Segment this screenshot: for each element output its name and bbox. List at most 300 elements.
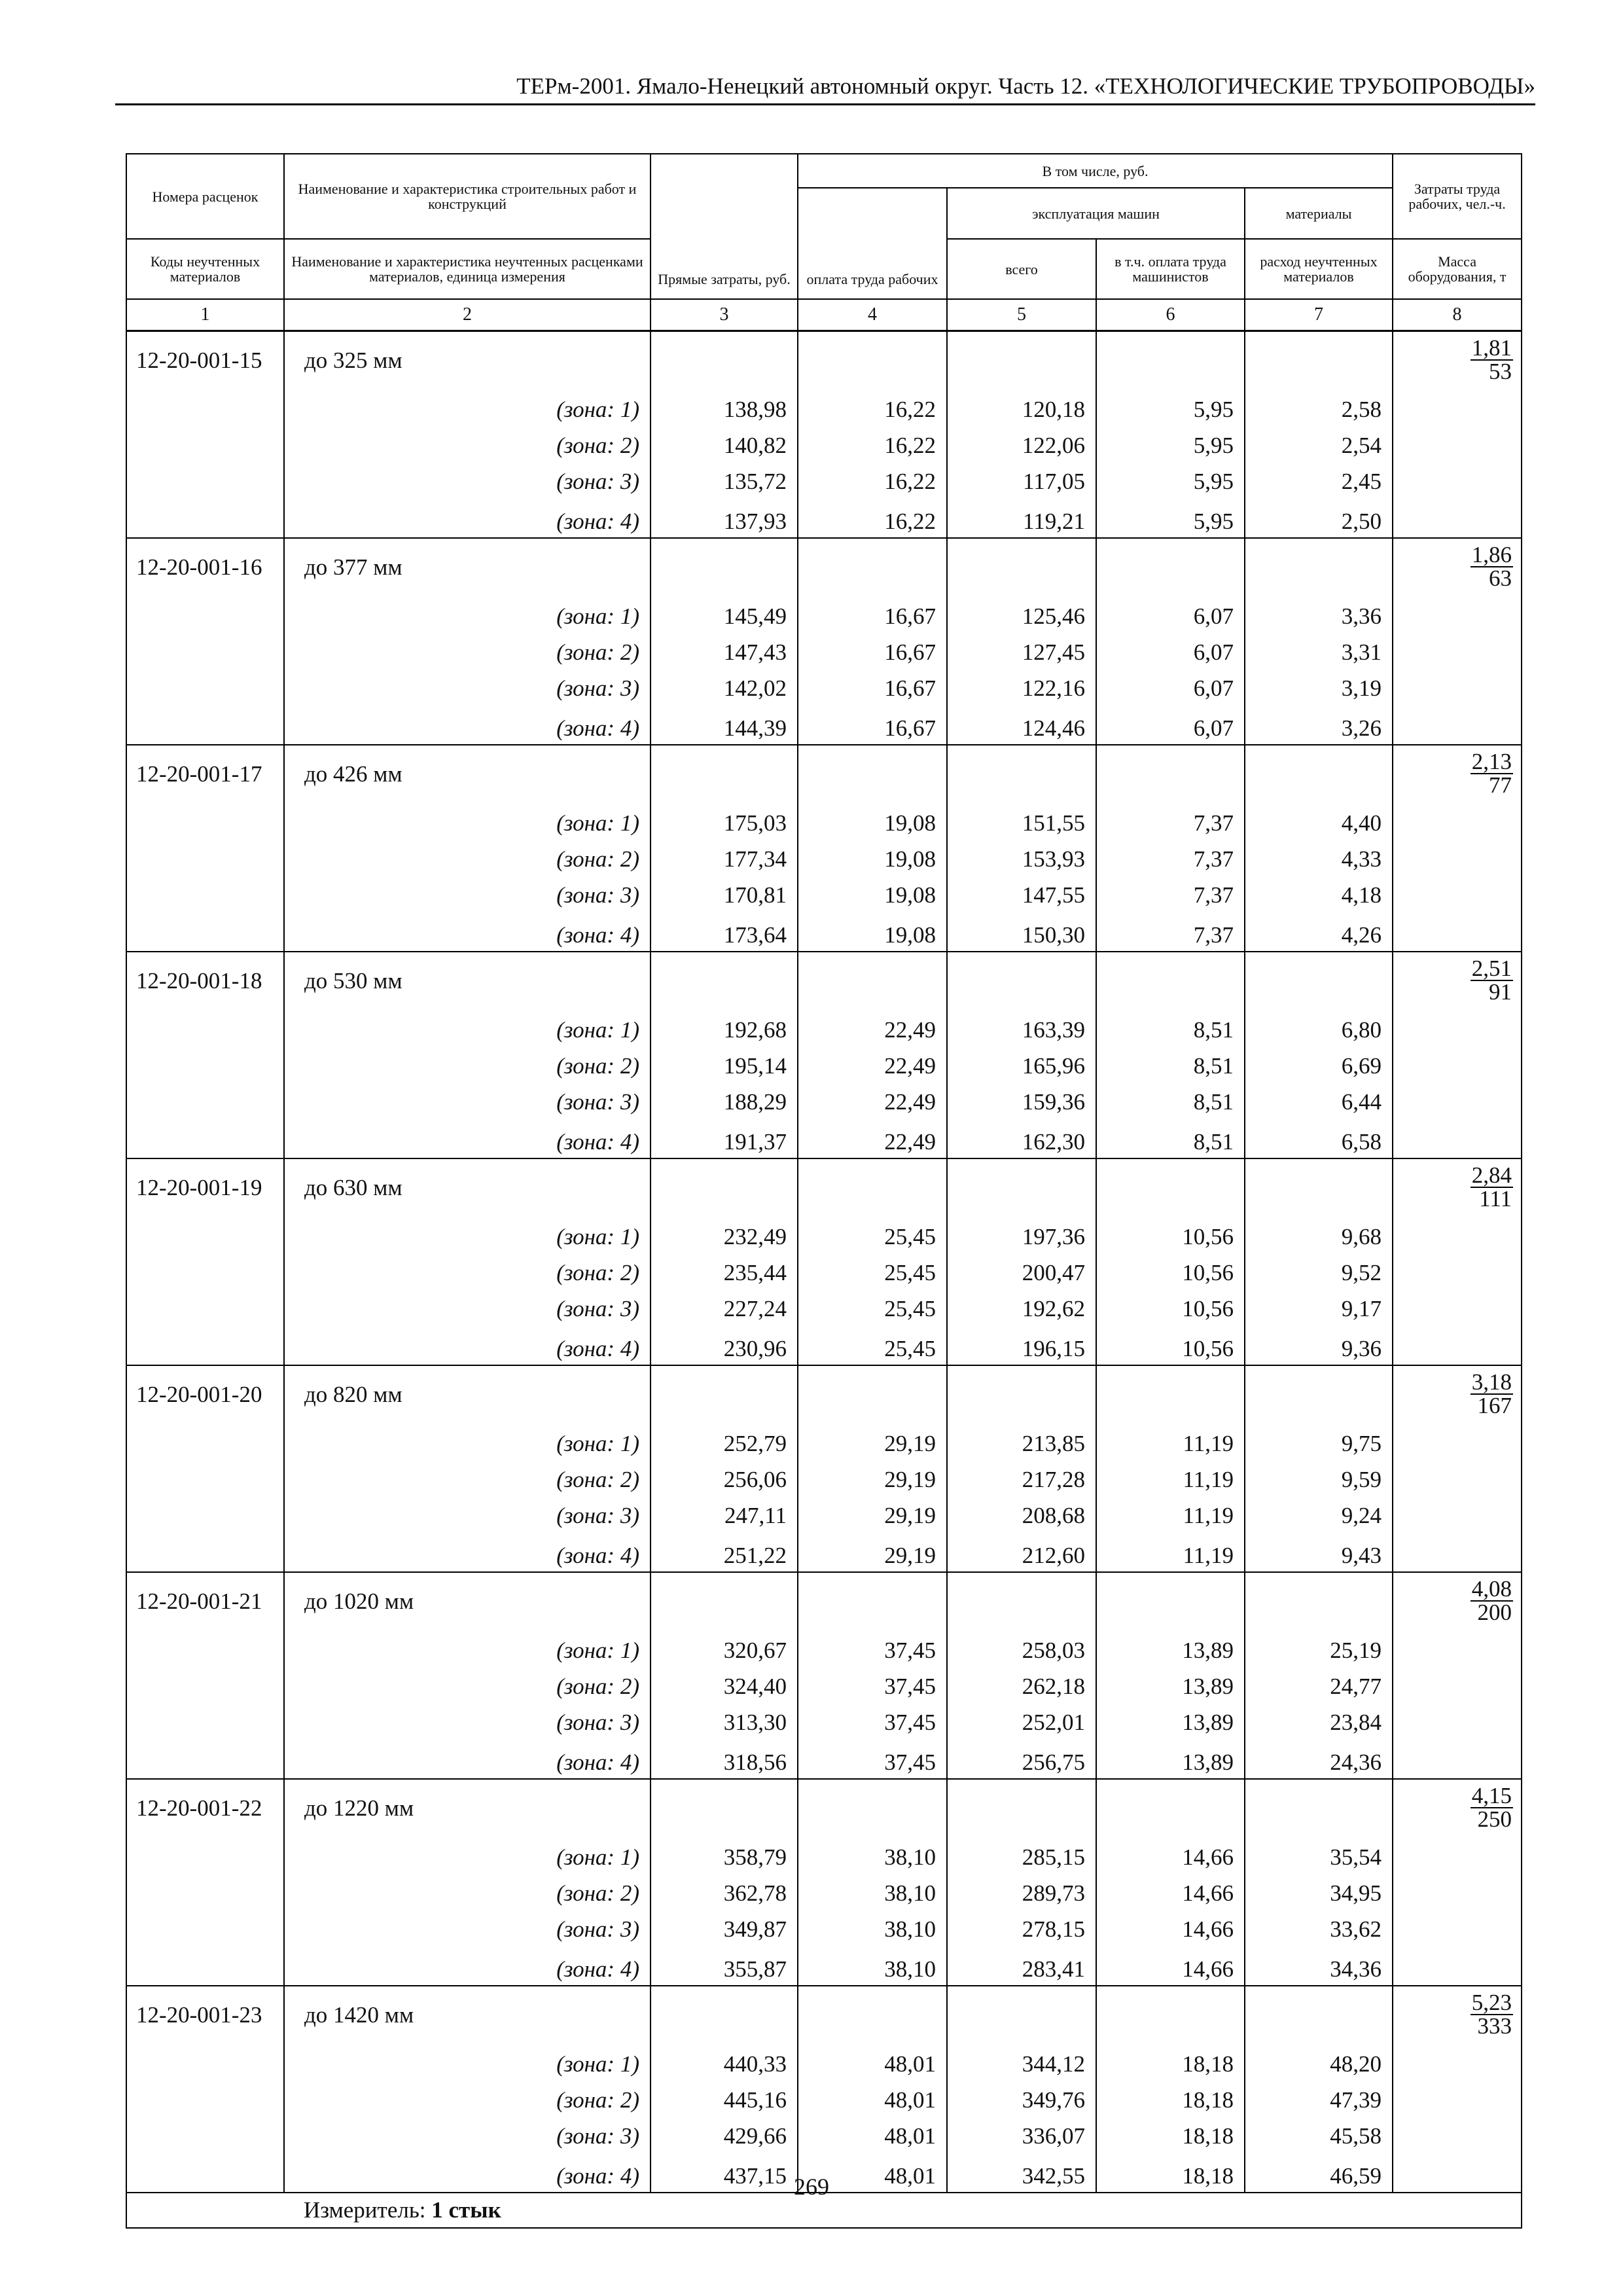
empty-cell <box>798 538 947 596</box>
machines-total: 258,03 <box>947 1630 1096 1666</box>
zone-label: (зона: 4) <box>284 1738 651 1779</box>
rate-title-row <box>126 1986 1522 2044</box>
worker-wages: 25,45 <box>798 1289 947 1325</box>
direct-cost: 145,49 <box>651 596 798 632</box>
direct-cost: 445,16 <box>651 2080 798 2116</box>
zone-label: (зона: 1) <box>284 1630 651 1666</box>
zone-row <box>126 2116 1522 2152</box>
empty-cell <box>126 1118 284 1158</box>
machines-total: 153,93 <box>947 839 1096 875</box>
empty-cell <box>798 1365 947 1424</box>
zone-row <box>126 461 1522 497</box>
header-col1-top: Номера расценок <box>126 154 284 239</box>
rate-group <box>126 1158 1522 1365</box>
labor-fraction <box>1471 1782 1513 1832</box>
worker-wages: 25,45 <box>798 1253 947 1289</box>
materials-cost: 4,18 <box>1245 875 1393 911</box>
rate-code: 12-20-001-19 <box>126 1158 284 1217</box>
zone-label: (зона: 3) <box>284 1082 651 1118</box>
materials-cost: 9,52 <box>1245 1253 1393 1289</box>
materials-cost: 24,36 <box>1245 1738 1393 1779</box>
empty-cell <box>1393 1666 1522 1702</box>
rate-group <box>126 538 1522 745</box>
zone-label: (зона: 2) <box>284 1253 651 1289</box>
worker-wages: 16,67 <box>798 704 947 745</box>
empty-cell <box>1393 461 1522 497</box>
empty-cell <box>1393 1424 1522 1460</box>
empty-cell <box>947 331 1096 390</box>
machines-total: 147,55 <box>947 875 1096 911</box>
empty-cell <box>1393 389 1522 425</box>
table-header <box>126 154 1522 331</box>
empty-cell <box>126 1217 284 1253</box>
empty-cell <box>1393 632 1522 668</box>
operator-wages: 8,51 <box>1096 1118 1245 1158</box>
rate-title-row <box>126 331 1522 390</box>
equipment-mass: 53 <box>1489 358 1512 384</box>
empty-cell <box>1393 1873 1522 1909</box>
worker-wages: 25,45 <box>798 1325 947 1365</box>
work-name: до 630 мм <box>284 1158 651 1217</box>
direct-cost: 195,14 <box>651 1046 798 1082</box>
empty-cell <box>947 538 1096 596</box>
direct-cost: 192,68 <box>651 1010 798 1046</box>
machines-total: 212,60 <box>947 1532 1096 1572</box>
operator-wages: 14,66 <box>1096 1909 1245 1945</box>
worker-wages: 38,10 <box>798 1837 947 1873</box>
zone-label: (зона: 4) <box>284 1325 651 1365</box>
zone-row <box>126 632 1522 668</box>
header-col3: Прямые затраты, руб. <box>651 154 798 299</box>
labor-fraction <box>1471 1989 1513 2039</box>
empty-cell <box>126 1010 284 1046</box>
worker-wages: 16,22 <box>798 497 947 538</box>
empty-cell <box>798 1158 947 1217</box>
header-col7: расход неучтенных материалов <box>1245 239 1393 299</box>
empty-cell <box>126 389 284 425</box>
empty-cell <box>126 1046 284 1082</box>
empty-cell <box>1393 1702 1522 1738</box>
rate-title-row <box>126 1779 1522 1837</box>
machines-total: 120,18 <box>947 389 1096 425</box>
empty-cell <box>798 1572 947 1630</box>
rate-group <box>126 331 1522 539</box>
materials-cost: 9,17 <box>1245 1289 1393 1325</box>
worker-wages: 22,49 <box>798 1082 947 1118</box>
empty-cell <box>126 1424 284 1460</box>
empty-cell <box>126 1873 284 1909</box>
operator-wages: 18,18 <box>1096 2152 1245 2193</box>
work-name: до 1020 мм <box>284 1572 651 1630</box>
empty-cell <box>126 632 284 668</box>
zone-row <box>126 1738 1522 1779</box>
column-number: 2 <box>284 299 651 331</box>
machines-total: 344,12 <box>947 2044 1096 2080</box>
empty-cell <box>1096 1365 1245 1424</box>
zone-row <box>126 839 1522 875</box>
empty-cell <box>126 875 284 911</box>
rate-title-row <box>126 1158 1522 1217</box>
header-col8-bottom: Масса оборудования, т <box>1393 239 1522 299</box>
empty-cell <box>798 745 947 803</box>
empty-cell <box>1393 1010 1522 1046</box>
direct-cost: 349,87 <box>651 1909 798 1945</box>
empty-cell <box>126 2116 284 2152</box>
machines-total: 349,76 <box>947 2080 1096 2116</box>
machines-total: 208,68 <box>947 1496 1096 1532</box>
column-number: 7 <box>1245 299 1393 331</box>
empty-cell <box>1393 1630 1522 1666</box>
empty-cell <box>1096 538 1245 596</box>
materials-cost: 2,45 <box>1245 461 1393 497</box>
empty-cell <box>947 952 1096 1010</box>
materials-cost: 4,40 <box>1245 803 1393 839</box>
operator-wages: 5,95 <box>1096 461 1245 497</box>
zone-label: (зона: 1) <box>284 803 651 839</box>
zone-row <box>126 704 1522 745</box>
empty-cell <box>651 745 798 803</box>
materials-cost: 48,20 <box>1245 2044 1393 2080</box>
labor-cost-fraction <box>1393 331 1522 390</box>
direct-cost: 251,22 <box>651 1532 798 1572</box>
zone-label: (зона: 1) <box>284 2044 651 2080</box>
zone-row <box>126 1289 1522 1325</box>
empty-cell <box>126 1945 284 1986</box>
empty-cell <box>1096 1779 1245 1837</box>
worker-wages: 29,19 <box>798 1532 947 1572</box>
zone-row <box>126 1909 1522 1945</box>
empty-cell <box>1393 1046 1522 1082</box>
empty-cell <box>947 1986 1096 2044</box>
direct-cost: 137,93 <box>651 497 798 538</box>
labor-fraction <box>1471 334 1513 384</box>
header-col6: в т.ч. оплата труда машинистов <box>1096 239 1245 299</box>
labor-fraction <box>1471 541 1513 591</box>
zone-label: (зона: 2) <box>284 839 651 875</box>
zone-row <box>126 803 1522 839</box>
worker-wages: 19,08 <box>798 803 947 839</box>
equipment-mass: 250 <box>1477 1806 1512 1832</box>
zone-label: (зона: 2) <box>284 1460 651 1496</box>
worker-wages: 37,45 <box>798 1666 947 1702</box>
direct-cost: 252,79 <box>651 1424 798 1460</box>
worker-wages: 22,49 <box>798 1118 947 1158</box>
empty-cell <box>1245 1365 1393 1424</box>
zone-label: (зона: 3) <box>284 875 651 911</box>
page-number: 269 <box>794 2174 829 2200</box>
zone-label: (зона: 2) <box>284 1046 651 1082</box>
direct-cost: 144,39 <box>651 704 798 745</box>
operator-wages: 8,51 <box>1096 1082 1245 1118</box>
direct-cost: 313,30 <box>651 1702 798 1738</box>
zone-row <box>126 2080 1522 2116</box>
empty-cell <box>1245 1986 1393 2044</box>
measure-label: Измеритель: <box>304 2197 426 2223</box>
header-col8-top: Затраты труда рабочих, чел.-ч. <box>1393 154 1522 239</box>
labor-hours: 4,15 <box>1471 1782 1512 1808</box>
empty-cell <box>1245 1779 1393 1837</box>
empty-cell <box>126 1702 284 1738</box>
zone-label: (зона: 4) <box>284 497 651 538</box>
zone-label: (зона: 1) <box>284 1837 651 1873</box>
direct-cost: 247,11 <box>651 1496 798 1532</box>
materials-cost: 45,58 <box>1245 2116 1393 2152</box>
empty-cell <box>651 331 798 390</box>
zone-label: (зона: 3) <box>284 2116 651 2152</box>
materials-cost: 2,50 <box>1245 497 1393 538</box>
empty-cell <box>651 1158 798 1217</box>
operator-wages: 11,19 <box>1096 1460 1245 1496</box>
empty-cell <box>126 461 284 497</box>
zone-label: (зона: 2) <box>284 1873 651 1909</box>
empty-cell <box>651 538 798 596</box>
rate-group <box>126 952 1522 1158</box>
operator-wages: 10,56 <box>1096 1217 1245 1253</box>
materials-cost: 46,59 <box>1245 2152 1393 2193</box>
zone-row <box>126 1217 1522 1253</box>
materials-cost: 47,39 <box>1245 2080 1393 2116</box>
empty-cell <box>1245 745 1393 803</box>
operator-wages: 11,19 <box>1096 1532 1245 1572</box>
operator-wages: 5,95 <box>1096 425 1245 461</box>
empty-cell <box>947 1572 1096 1630</box>
empty-cell <box>126 803 284 839</box>
operator-wages: 13,89 <box>1096 1702 1245 1738</box>
materials-cost: 34,36 <box>1245 1945 1393 1986</box>
direct-cost: 437,15 <box>651 2152 798 2193</box>
worker-wages: 37,45 <box>798 1630 947 1666</box>
materials-cost: 9,36 <box>1245 1325 1393 1365</box>
worker-wages: 48,01 <box>798 2080 947 2116</box>
empty-cell <box>651 1365 798 1424</box>
rate-title-row <box>126 1572 1522 1630</box>
worker-wages: 16,67 <box>798 668 947 704</box>
operator-wages: 8,51 <box>1096 1010 1245 1046</box>
labor-cost-fraction <box>1393 538 1522 596</box>
operator-wages: 8,51 <box>1096 1046 1245 1082</box>
empty-cell <box>1245 1572 1393 1630</box>
empty-cell <box>1245 952 1393 1010</box>
operator-wages: 14,66 <box>1096 1873 1245 1909</box>
empty-cell <box>126 1738 284 1779</box>
direct-cost: 175,03 <box>651 803 798 839</box>
worker-wages: 48,01 <box>798 2044 947 2080</box>
direct-cost: 147,43 <box>651 632 798 668</box>
empty-cell <box>1393 1496 1522 1532</box>
zone-label: (зона: 1) <box>284 596 651 632</box>
empty-cell <box>1393 1738 1522 1779</box>
materials-cost: 2,54 <box>1245 425 1393 461</box>
worker-wages: 16,22 <box>798 389 947 425</box>
direct-cost: 324,40 <box>651 1666 798 1702</box>
worker-wages: 38,10 <box>798 1909 947 1945</box>
empty-cell <box>1096 952 1245 1010</box>
empty-cell <box>1393 911 1522 952</box>
work-name: до 530 мм <box>284 952 651 1010</box>
zone-row <box>126 1253 1522 1289</box>
worker-wages: 16,67 <box>798 596 947 632</box>
operator-wages: 7,37 <box>1096 803 1245 839</box>
operator-wages: 5,95 <box>1096 389 1245 425</box>
operator-wages: 13,89 <box>1096 1666 1245 1702</box>
empty-cell <box>126 2080 284 2116</box>
operator-wages: 10,56 <box>1096 1325 1245 1365</box>
zone-row <box>126 1532 1522 1572</box>
direct-cost: 235,44 <box>651 1253 798 1289</box>
direct-cost: 191,37 <box>651 1118 798 1158</box>
header-col1-bottom: Коды неучтенных материалов <box>126 239 284 299</box>
work-name: до 377 мм <box>284 538 651 596</box>
direct-cost: 256,06 <box>651 1460 798 1496</box>
empty-cell <box>126 704 284 745</box>
worker-wages: 19,08 <box>798 911 947 952</box>
machines-total: 197,36 <box>947 1217 1096 1253</box>
empty-cell <box>126 2044 284 2080</box>
empty-cell <box>1245 331 1393 390</box>
materials-cost: 9,59 <box>1245 1460 1393 1496</box>
equipment-mass: 200 <box>1477 1599 1512 1625</box>
worker-wages: 29,19 <box>798 1424 947 1460</box>
materials-cost: 6,58 <box>1245 1118 1393 1158</box>
empty-cell <box>1245 538 1393 596</box>
operator-wages: 5,95 <box>1096 497 1245 538</box>
materials-cost: 4,33 <box>1245 839 1393 875</box>
rate-code: 12-20-001-20 <box>126 1365 284 1424</box>
materials-cost: 35,54 <box>1245 1837 1393 1873</box>
zone-row <box>126 1082 1522 1118</box>
empty-cell <box>947 1779 1096 1837</box>
labor-cost-fraction <box>1393 1572 1522 1630</box>
worker-wages: 38,10 <box>798 1945 947 1986</box>
labor-fraction <box>1471 1575 1513 1625</box>
operator-wages: 10,56 <box>1096 1253 1245 1289</box>
empty-cell <box>947 1365 1096 1424</box>
empty-cell <box>1393 1289 1522 1325</box>
zone-label: (зона: 2) <box>284 2080 651 2116</box>
empty-cell <box>126 1253 284 1289</box>
operator-wages: 14,66 <box>1096 1837 1245 1873</box>
direct-cost: 232,49 <box>651 1217 798 1253</box>
rate-code: 12-20-001-22 <box>126 1779 284 1837</box>
worker-wages: 22,49 <box>798 1010 947 1046</box>
worker-wages: 25,45 <box>798 1217 947 1253</box>
worker-wages: 38,10 <box>798 1873 947 1909</box>
zone-row <box>126 1873 1522 1909</box>
machines-total: 213,85 <box>947 1424 1096 1460</box>
column-number: 5 <box>947 299 1096 331</box>
rate-group <box>126 1779 1522 1986</box>
materials-cost: 9,75 <box>1245 1424 1393 1460</box>
empty-cell <box>1393 1532 1522 1572</box>
labor-fraction <box>1471 955 1513 1005</box>
empty-cell <box>1393 839 1522 875</box>
rate-code: 12-20-001-23 <box>126 1986 284 2044</box>
direct-cost: 318,56 <box>651 1738 798 1779</box>
running-header: ТЕРм-2001. Ямало-Ненецкий автономный округ. Часть 12. «ТЕХНОЛОГИЧЕСКИЕ ТРУБОПРОВОДЫ» <box>115 72 1535 105</box>
machines-total: 119,21 <box>947 497 1096 538</box>
empty-cell <box>1393 1909 1522 1945</box>
materials-cost: 33,62 <box>1245 1909 1393 1945</box>
machines-total: 122,06 <box>947 425 1096 461</box>
worker-wages: 37,45 <box>798 1738 947 1779</box>
zone-label: (зона: 1) <box>284 1424 651 1460</box>
direct-cost: 362,78 <box>651 1873 798 1909</box>
work-name: до 820 мм <box>284 1365 651 1424</box>
machines-total: 125,46 <box>947 596 1096 632</box>
direct-cost: 358,79 <box>651 1837 798 1873</box>
equipment-mass: 77 <box>1489 772 1512 798</box>
empty-cell <box>1393 2080 1522 2116</box>
worker-wages: 16,22 <box>798 425 947 461</box>
empty-cell <box>1393 497 1522 538</box>
zone-label: (зона: 3) <box>284 1496 651 1532</box>
empty-cell <box>1393 1082 1522 1118</box>
zone-row <box>126 875 1522 911</box>
empty-cell <box>126 1460 284 1496</box>
empty-cell <box>1096 1986 1245 2044</box>
rate-group <box>126 1572 1522 1779</box>
rate-code: 12-20-001-16 <box>126 538 284 596</box>
empty-cell <box>1393 1253 1522 1289</box>
column-number: 4 <box>798 299 947 331</box>
machines-total: 124,46 <box>947 704 1096 745</box>
operator-wages: 6,07 <box>1096 632 1245 668</box>
operator-wages: 18,18 <box>1096 2044 1245 2080</box>
materials-cost: 6,44 <box>1245 1082 1393 1118</box>
empty-cell <box>126 1666 284 1702</box>
materials-cost: 3,26 <box>1245 704 1393 745</box>
rates-table-wrap <box>126 153 1521 2229</box>
empty-cell <box>126 1837 284 1873</box>
zone-label: (зона: 3) <box>284 1909 651 1945</box>
zone-row <box>126 1496 1522 1532</box>
empty-cell <box>1393 2044 1522 2080</box>
column-number: 1 <box>126 299 284 331</box>
rate-title-row <box>126 1365 1522 1424</box>
materials-cost: 3,31 <box>1245 632 1393 668</box>
direct-cost: 138,98 <box>651 389 798 425</box>
zone-row <box>126 911 1522 952</box>
zone-label: (зона: 4) <box>284 2152 651 2193</box>
direct-cost: 230,96 <box>651 1325 798 1365</box>
materials-cost: 6,69 <box>1245 1046 1393 1082</box>
empty-cell <box>126 1909 284 1945</box>
empty-cell <box>126 1630 284 1666</box>
rate-group <box>126 1986 1522 2193</box>
empty-cell <box>798 331 947 390</box>
labor-fraction <box>1471 1371 1513 1417</box>
materials-cost: 3,36 <box>1245 596 1393 632</box>
rate-title-row <box>126 952 1522 1010</box>
operator-wages: 18,18 <box>1096 2080 1245 2116</box>
materials-cost: 34,95 <box>1245 1873 1393 1909</box>
empty-cell <box>126 425 284 461</box>
work-name: до 1220 мм <box>284 1779 651 1837</box>
zone-label: (зона: 3) <box>284 668 651 704</box>
worker-wages: 48,01 <box>798 2152 947 2193</box>
operator-wages: 13,89 <box>1096 1630 1245 1666</box>
zone-row <box>126 1118 1522 1158</box>
direct-cost: 227,24 <box>651 1289 798 1325</box>
empty-cell <box>1245 1158 1393 1217</box>
zone-row <box>126 1837 1522 1873</box>
header-col2-top: Наименование и характеристика строительных работ и конструкций <box>284 154 651 239</box>
direct-cost: 429,66 <box>651 2116 798 2152</box>
empty-cell <box>126 1532 284 1572</box>
empty-cell <box>947 745 1096 803</box>
empty-cell <box>651 1986 798 2044</box>
direct-cost: 355,87 <box>651 1945 798 1986</box>
